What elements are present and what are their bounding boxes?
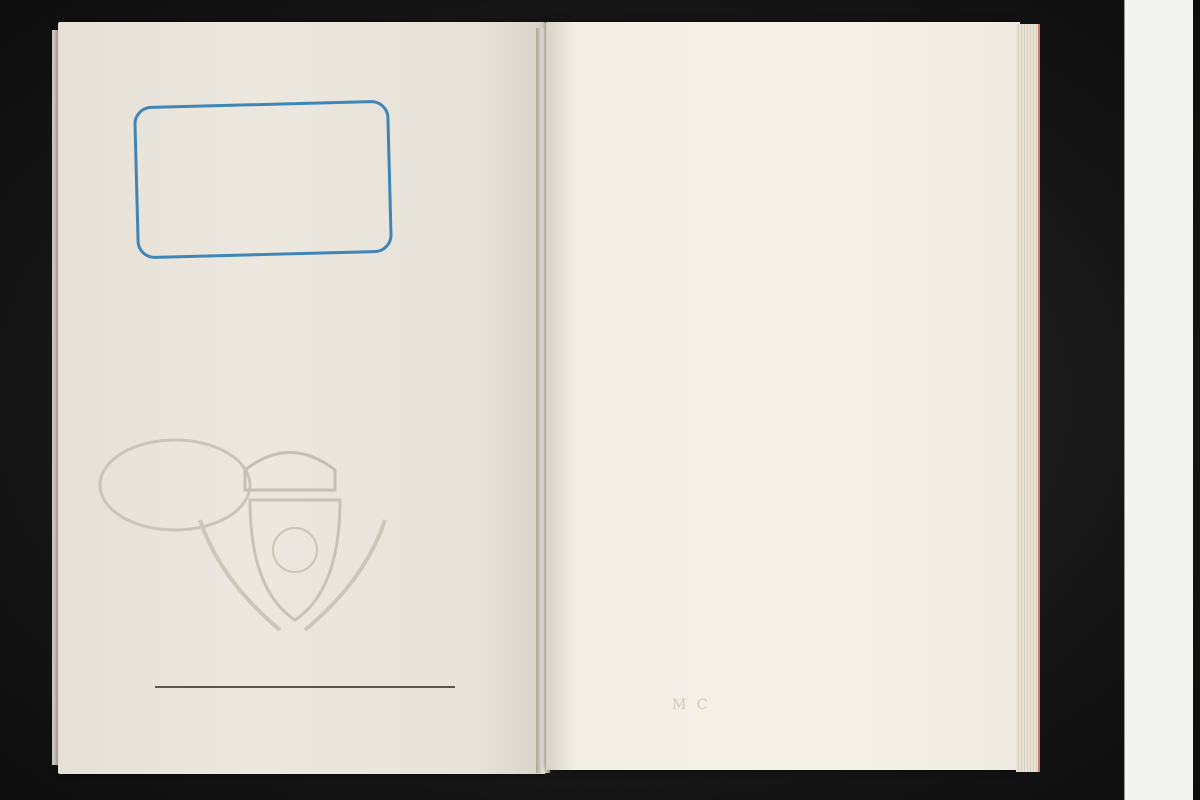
- page-stack-edge: [1016, 24, 1040, 772]
- stamp-line-2: [137, 143, 387, 150]
- stamp-line-3: [138, 169, 388, 176]
- right-page: [546, 22, 1020, 770]
- stamp-line-4: [138, 193, 388, 200]
- stamp-line-5: [139, 222, 389, 229]
- stamp-line-1: [136, 117, 386, 124]
- watermark-logo: [365, 250, 585, 510]
- ruler-scale: [1125, 0, 1193, 800]
- measuring-ruler: [1124, 0, 1193, 800]
- bleed-through-signature: M C: [672, 697, 711, 713]
- title-page-rule: [155, 686, 455, 688]
- library-stamp: [133, 100, 393, 260]
